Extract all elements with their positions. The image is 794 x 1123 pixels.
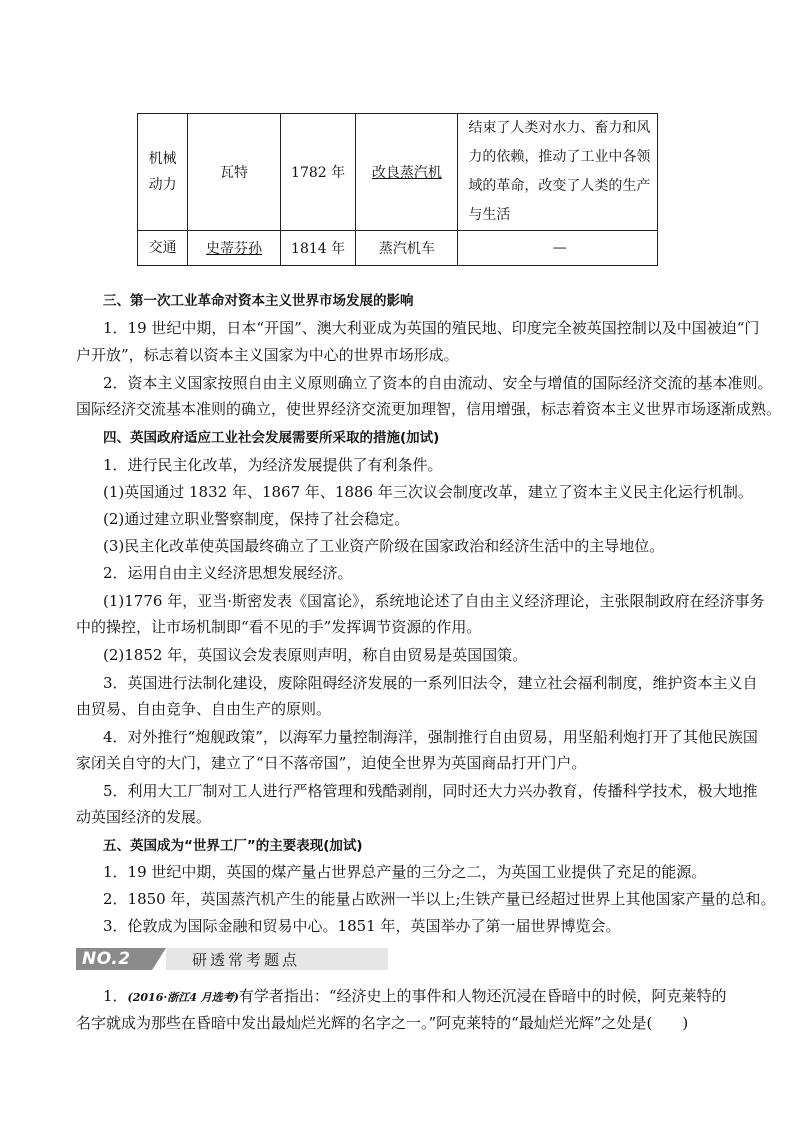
question-number: 1． [103, 987, 128, 1005]
paragraph-line: 1．19 世纪中期，英国的煤产量占世界总产量的三分之二，为英国工业提供了充足的能源。 [103, 863, 707, 881]
paragraph-line: 由贸易、自由竞争、自由生产的原则。 [76, 700, 332, 718]
paragraph-line: 1．进行民主化改革，为经济发展提供了有利条件。 [103, 456, 443, 474]
paragraph-line: 动英国经济的发展。 [76, 808, 212, 826]
paragraph-line: 2．资本主义国家按照自由主义原则确立了资本的自由流动、安全与增值的国际经济交流的基本准则。 [103, 374, 773, 392]
paragraph-line: (2)1852 年，英国议会发表原则声明，称自由贸易是英国国策。 [103, 646, 528, 664]
banner-tag [76, 948, 152, 970]
person-text: 史蒂芬孙 [206, 241, 263, 257]
question-line: 名字就成为那些在昏暗中发出最灿烂光辉的名字之一。”阿克莱特的“最灿烂光辉”之处是( ) [76, 1014, 689, 1032]
table-cell-invention [356, 114, 458, 231]
banner-title: 研透常考题点 [192, 951, 301, 969]
paragraph-line: (3)民主化改革使英国最终确立了工业资产阶级在国家政治和经济生活中的主导地位。 [103, 537, 665, 555]
table-cell-person [188, 231, 281, 266]
table-cell-year: 1814 年 [280, 231, 355, 266]
paragraph-line: 3．英国进行法制化建设，废除阻碍经济发展的一系列旧法令，建立社会福利制度，维护资本主义自 [103, 674, 758, 692]
section-banner [76, 948, 388, 970]
invention-text: 改良蒸汽机 [371, 165, 442, 181]
banner-divider [152, 948, 166, 970]
paragraph-line: 家闭关自守的大门，建立了“日不落帝国”，迫使全世界为英国商品打开门户。 [76, 754, 587, 772]
section-heading: 五、英国成为“世界工厂”的主要表现(加试) [103, 838, 363, 854]
paragraph-line: 户开放”，标志着以资本主义国家为中心的世界市场形成。 [76, 346, 459, 364]
table-cell-invention: 蒸汽机车 [356, 231, 458, 266]
table-row [138, 114, 658, 231]
table-cell-year: 1782 年 [280, 114, 355, 231]
paragraph-line: 1．19 世纪中期，日本“开国”、澳大利亚成为英国的殖民地、印度完全被英国控制以及中国被迫“门 [103, 319, 760, 337]
question-source: (2016·浙江4 月选考) [127, 991, 239, 1004]
table-cell-impact: 结束了人类对水力、畜力和风力的依赖，推动了工业中各领域的革命，改变了人类的生产与生活 [458, 114, 658, 231]
paragraph-line: 3．伦敦成为国际金融和贸易中心。1851 年，英国举办了第一届世界博览会。 [103, 917, 621, 935]
table-cell-person: 瓦特 [188, 114, 281, 231]
paragraph-line: (1)英国通过 1832 年、1867 年、1886 年三次议会制度改革，建立了资本主义民主化运行机制。 [103, 483, 753, 501]
paragraph-line: 中的操控，让市场机制即“看不见的手”发挥调节资源的作用。 [76, 618, 482, 636]
paragraph-line: 5．利用大工厂制对工人进行严格管理和残酷剥削，同时还大力兴办教育，传播科学技术，极大地推 [103, 782, 758, 800]
banner-tag-label: NO.2 [82, 949, 131, 969]
paragraph-line: 国际经济交流基本准则的确立，使世界经济交流更加理智，信用增强，标志着资本主义世界市场逐渐成熟。 [76, 400, 782, 418]
table-cell-impact: — [458, 231, 658, 266]
table-row [138, 231, 658, 266]
table-cell-field: 机械动力 [138, 114, 188, 231]
paragraph-line: 2．1850 年，英国蒸汽机产生的能量占欧洲一半以上;生铁产量已经超过世界上其他国家产量的总和。 [103, 890, 776, 908]
section-heading: 四、英国政府适应工业社会发展需要所采取的措施(加试) [103, 430, 440, 446]
section-heading: 三、第一次工业革命对资本主义世界市场发展的影响 [103, 293, 414, 309]
paragraph-line: (1)1776 年，亚当·斯密发表《国富论》，系统地论述了自由主义经济理论，主张限制政府在经济事务 [103, 592, 765, 610]
paragraph-line: 2．运用自由主义经济思想发展经济。 [103, 564, 353, 582]
paragraph-line: (2)通过建立职业警察制度，保持了社会稳定。 [103, 510, 410, 528]
question-line [103, 986, 753, 1008]
table-cell-field: 交通 [138, 231, 188, 266]
question-text: 有学者指出：“经济史上的事件和人物还沉浸在昏暗中的时候，阿克莱特的 [238, 987, 727, 1005]
paragraph-line: 4．对外推行“炮舰政策”，以海军力量控制海洋，强制推行自由贸易，用坚船利炮打开了其他民族国 [103, 728, 758, 746]
inventions-table [137, 113, 658, 266]
